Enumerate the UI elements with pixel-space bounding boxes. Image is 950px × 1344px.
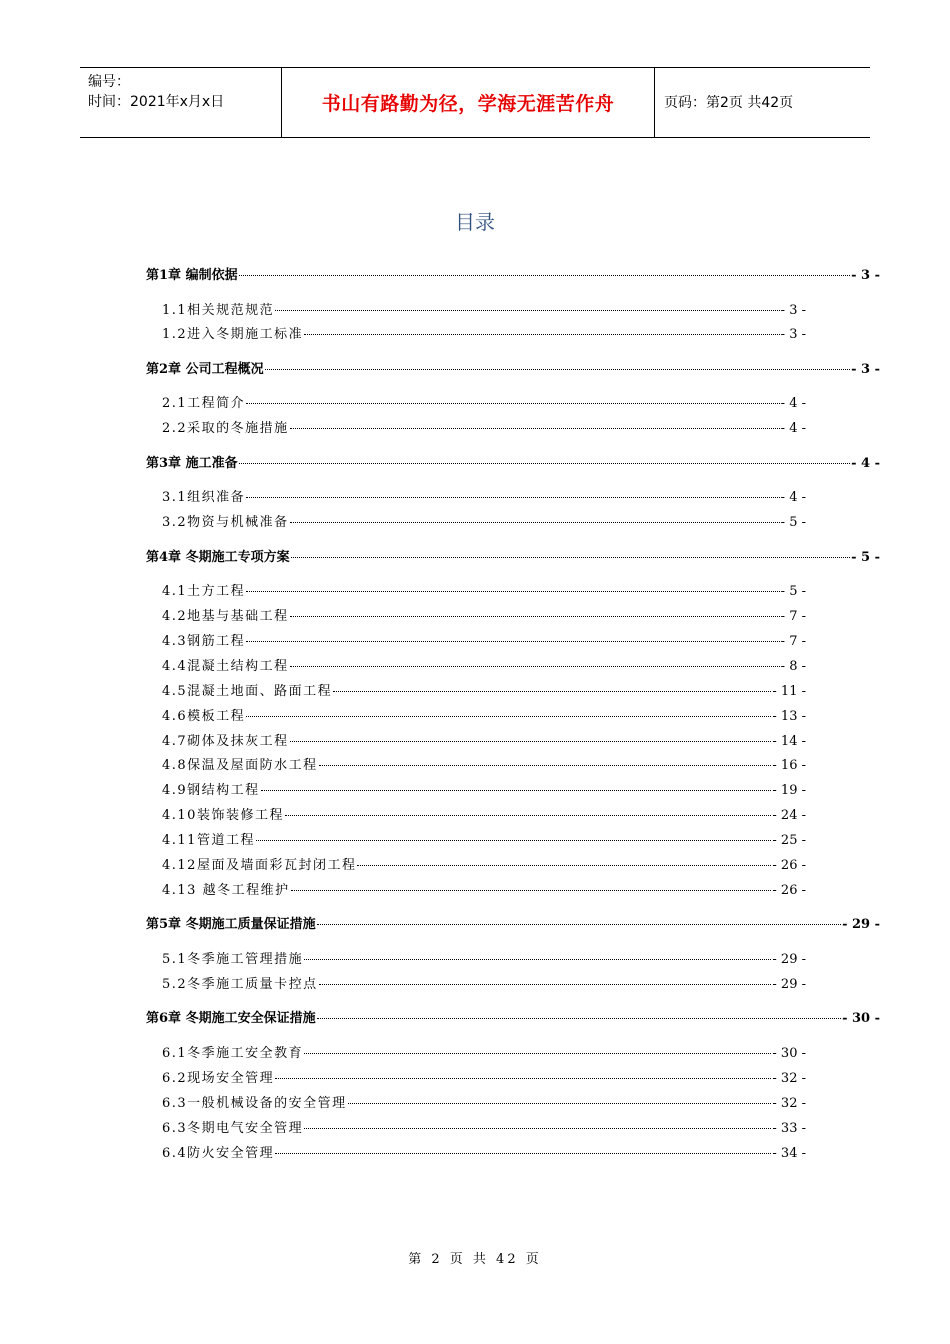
toc-dot-leader xyxy=(319,970,772,985)
toc-dot-leader xyxy=(275,1064,771,1079)
toc-dot-leader xyxy=(290,602,780,617)
toc-section-entry[interactable] xyxy=(162,779,806,797)
toc-entry-label: 4.3钢筋工程 xyxy=(162,634,246,649)
toc-section-entry[interactable] xyxy=(162,754,806,772)
toc-entry-label: 6.3一般机械设备的安全管理 xyxy=(162,1096,347,1111)
document-time-label: 时间：2021年x月x日 xyxy=(88,94,225,110)
toc-dot-leader xyxy=(246,577,779,592)
toc-entry-page: - 3 - xyxy=(780,303,806,318)
toc-entry-label: 4.1土方工程 xyxy=(162,584,246,599)
toc-dot-leader xyxy=(291,876,772,891)
toc-entry-label: 4.11管道工程 xyxy=(162,833,255,848)
toc-entry-label: 第3章 施工准备 xyxy=(146,456,238,471)
toc-section-entry[interactable] xyxy=(162,680,806,698)
toc-chapter-entry[interactable] xyxy=(146,913,880,931)
toc-entry-page: - 14 - xyxy=(772,734,806,749)
toc-entry-page: - 24 - xyxy=(772,808,806,823)
toc-entry-label: 6.3冬期电气安全管理 xyxy=(162,1121,304,1136)
toc-entry-page: - 29 - xyxy=(842,917,880,932)
toc-chapter-entry[interactable] xyxy=(146,358,880,376)
toc-entry-label: 4.7砌体及抹灰工程 xyxy=(162,734,289,749)
toc-entry-label: 4.5混凝土地面、路面工程 xyxy=(162,684,333,699)
toc-entry-page: - 3 - xyxy=(851,362,880,377)
toc-section-entry[interactable] xyxy=(162,1117,806,1135)
toc-entry-page: - 11 - xyxy=(772,684,806,699)
toc-entry-label: 4.10装饰装修工程 xyxy=(162,808,284,823)
page-footer: 第 2 页 共 42 页 xyxy=(408,1252,542,1267)
toc-entry-label: 第1章 编制依据 xyxy=(146,268,238,283)
toc-entry-label: 第2章 公司工程概况 xyxy=(146,362,264,377)
toc-entry-label: 3.1组织准备 xyxy=(162,490,246,505)
toc-entry-page: - 34 - xyxy=(772,1146,806,1161)
toc-dot-leader xyxy=(290,652,780,667)
header-page-info: 页码：第2页 共42页 xyxy=(664,95,794,111)
toc-entry-page: - 5 - xyxy=(780,584,806,599)
toc-entry-label: 5.2冬季施工质量卡控点 xyxy=(162,977,318,992)
toc-chapter-entry[interactable] xyxy=(146,452,880,470)
toc-dot-leader xyxy=(275,296,779,311)
toc-section-entry[interactable] xyxy=(162,655,806,673)
toc-entry-page: - 7 - xyxy=(780,609,806,624)
toc-entry-label: 4.12屋面及墙面彩瓦封闭工程 xyxy=(162,858,357,873)
toc-entry-label: 4.4混凝土结构工程 xyxy=(162,659,289,674)
toc-chapter-entry[interactable] xyxy=(146,546,880,564)
toc-section-entry[interactable] xyxy=(162,804,806,822)
toc-dot-leader xyxy=(317,910,841,925)
toc-entry-page: - 16 - xyxy=(772,758,806,773)
toc-section-entry[interactable] xyxy=(162,580,806,598)
toc-entry-label: 6.2现场安全管理 xyxy=(162,1071,275,1086)
toc-dot-leader xyxy=(290,508,780,523)
toc-dot-leader xyxy=(261,776,772,791)
toc-section-entry[interactable] xyxy=(162,973,806,991)
toc-entry-page: - 3 - xyxy=(851,268,880,283)
toc-entry-label: 2.2采取的冬施措施 xyxy=(162,421,289,436)
toc-entry-page: - 5 - xyxy=(851,550,880,565)
toc-section-entry[interactable] xyxy=(162,705,806,723)
toc-dot-leader xyxy=(275,1139,771,1154)
toc-entry-page: - 26 - xyxy=(772,858,806,873)
toc-dot-leader xyxy=(290,727,772,742)
toc-entry-label: 第4章 冬期施工专项方案 xyxy=(146,550,290,565)
toc-dot-leader xyxy=(265,355,851,370)
toc-section-entry[interactable] xyxy=(162,392,806,410)
toc-section-entry[interactable] xyxy=(162,1067,806,1085)
toc-section-entry[interactable] xyxy=(162,829,806,847)
toc-entry-page: - 7 - xyxy=(780,634,806,649)
toc-dot-leader xyxy=(285,801,771,816)
toc-section-entry[interactable] xyxy=(162,854,806,872)
toc-entry-page: - 5 - xyxy=(780,515,806,530)
toc-entry-page: - 30 - xyxy=(842,1011,880,1026)
toc-entry-label: 4.2地基与基础工程 xyxy=(162,609,289,624)
document-number-label: 编号： xyxy=(88,74,130,90)
toc-entry-page: - 3 - xyxy=(780,327,806,342)
toc-chapter-entry[interactable] xyxy=(146,264,880,282)
toc-dot-leader xyxy=(304,1114,771,1129)
toc-section-entry[interactable] xyxy=(162,605,806,623)
toc-section-entry[interactable] xyxy=(162,948,806,966)
toc-dot-leader xyxy=(304,945,771,960)
toc-entry-label: 6.1冬季施工安全教育 xyxy=(162,1046,304,1061)
toc-dot-leader xyxy=(291,543,851,558)
toc-dot-leader xyxy=(357,851,771,866)
toc-entry-label: 3.2物资与机械准备 xyxy=(162,515,289,530)
toc-entry-label: 2.1工程简介 xyxy=(162,396,246,411)
toc-section-entry[interactable] xyxy=(162,1142,806,1160)
toc-dot-leader xyxy=(319,751,772,766)
toc-entry-page: - 4 - xyxy=(780,490,806,505)
toc-entry-page: - 33 - xyxy=(772,1121,806,1136)
toc-entry-label: 第5章 冬期施工质量保证措施 xyxy=(146,917,316,932)
toc-entry-page: - 25 - xyxy=(772,833,806,848)
toc-dot-leader xyxy=(304,1039,771,1054)
toc-entry-page: - 32 - xyxy=(772,1096,806,1111)
toc-dot-leader xyxy=(239,261,851,276)
toc-entry-page: - 19 - xyxy=(772,783,806,798)
toc-section-entry[interactable] xyxy=(162,1042,806,1060)
toc-entry-page: - 4 - xyxy=(780,396,806,411)
toc-section-entry[interactable] xyxy=(162,323,806,341)
toc-entry-label: 6.4防火安全管理 xyxy=(162,1146,275,1161)
toc-entry-label: 1.1相关规范规范 xyxy=(162,303,275,318)
toc-entry-page: - 4 - xyxy=(851,456,880,471)
toc-chapter-entry[interactable] xyxy=(146,1007,880,1025)
toc-dot-leader xyxy=(304,320,779,335)
toc-section-entry[interactable] xyxy=(162,630,806,648)
toc-entry-page: - 30 - xyxy=(772,1046,806,1061)
toc-section-entry[interactable] xyxy=(162,730,806,748)
toc-dot-leader xyxy=(256,826,771,841)
toc-dot-leader xyxy=(317,1004,841,1019)
toc-dot-leader xyxy=(290,414,780,429)
toc-entry-label: 4.8保温及屋面防水工程 xyxy=(162,758,318,773)
toc-section-entry[interactable] xyxy=(162,299,806,317)
toc-dot-leader xyxy=(246,483,779,498)
toc-entry-label: 5.1冬季施工管理措施 xyxy=(162,952,304,967)
toc-section-entry[interactable] xyxy=(162,879,806,897)
toc-entry-page: - 13 - xyxy=(772,709,806,724)
toc-entry-page: - 8 - xyxy=(780,659,806,674)
toc-entry-page: - 4 - xyxy=(780,421,806,436)
header-motto: 书山有路勤为径，学海无涯苦作舟 xyxy=(281,68,655,137)
toc-dot-leader xyxy=(246,627,779,642)
header-meta xyxy=(88,72,224,112)
toc-dot-leader xyxy=(333,677,771,692)
toc-entry-page: - 29 - xyxy=(772,977,806,992)
toc-entry-label: 4.9钢结构工程 xyxy=(162,783,260,798)
toc-section-entry[interactable] xyxy=(162,1092,806,1110)
toc-dot-leader xyxy=(246,389,779,404)
toc-dot-leader xyxy=(239,449,851,464)
toc-entry-page: - 32 - xyxy=(772,1071,806,1086)
toc-entry-label: 第6章 冬期施工安全保证措施 xyxy=(146,1011,316,1026)
toc-dot-leader xyxy=(246,702,771,717)
toc-entry-page: - 26 - xyxy=(772,883,806,898)
toc-entry-label: 4.13 越冬工程维护 xyxy=(162,883,290,898)
toc-dot-leader xyxy=(348,1089,772,1104)
toc-entry-label: 1.2进入冬期施工标准 xyxy=(162,327,304,342)
page-header xyxy=(80,67,870,138)
toc-section-entry[interactable] xyxy=(162,486,806,504)
toc-section-entry[interactable] xyxy=(162,511,806,529)
toc-entry-label: 4.6模板工程 xyxy=(162,709,246,724)
toc-title: 目录 xyxy=(455,210,495,234)
toc-section-entry[interactable] xyxy=(162,417,806,435)
toc-entry-page: - 29 - xyxy=(772,952,806,967)
